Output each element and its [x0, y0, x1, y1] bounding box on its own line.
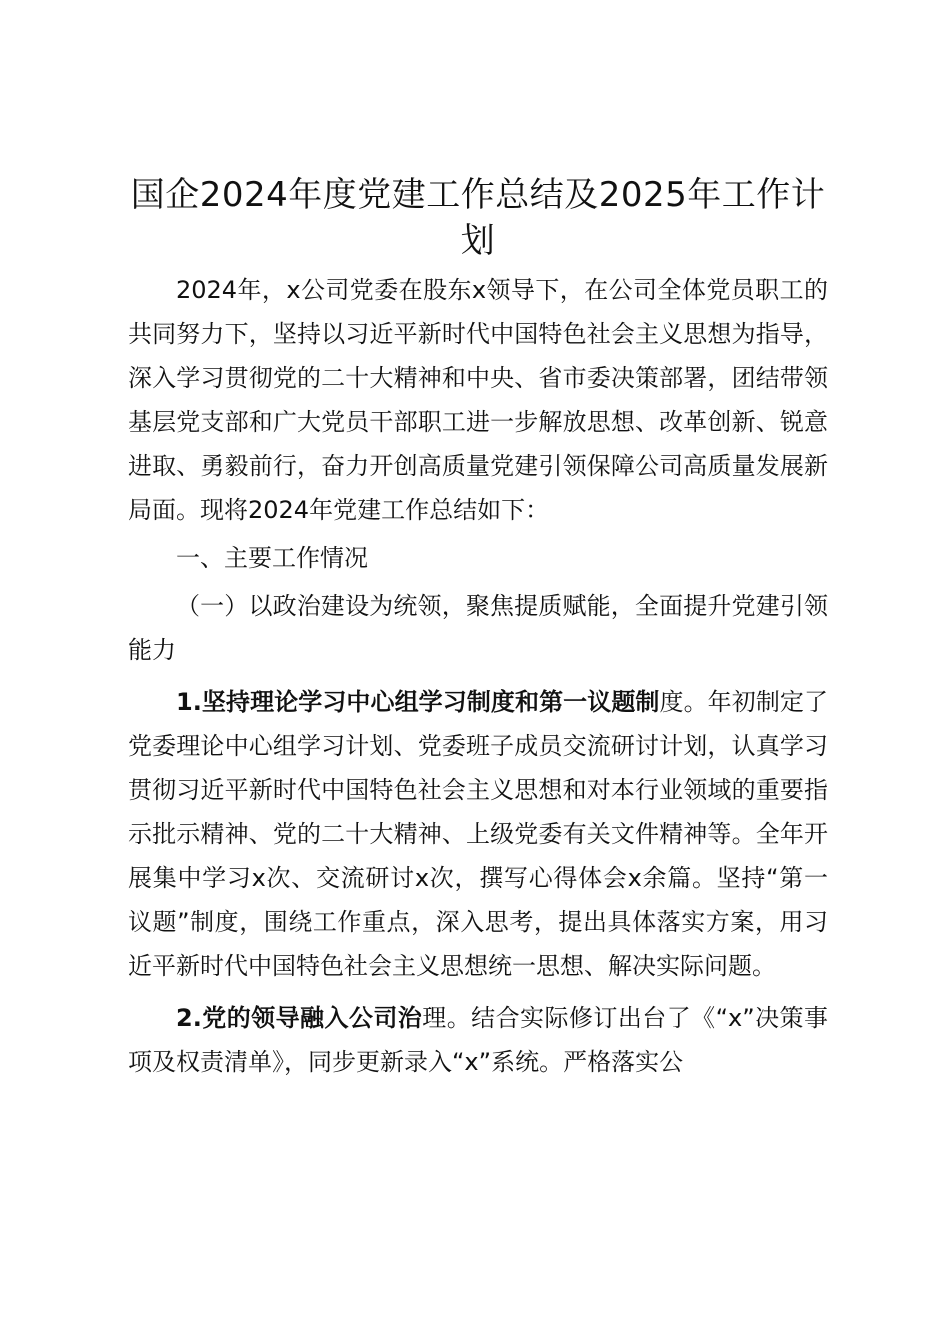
- intro-paragraph: 2024年，x公司党委在股东x领导下，在公司全体党员职工的共同努力下，坚持以习近平新时代中国特色社会主义思想为指导，深入学习贯彻党的二十大精神和中央、省市委决策部署，团结带领基层党支部和广大党员干部职工进一步解放思想、改革创新、锐意进取、勇毅前行，奋力开创高质量党建引领保障公司高质量发展新局面。现将2024年党建工作总结如下：: [128, 276, 828, 524]
- item-1-paragraph: [128, 680, 828, 988]
- item-1-lead: 1.坚持理论学习中心组学习制度和第一议题制: [176, 688, 660, 716]
- document-title: 国企2024年度党建工作总结及2025年工作计划: [130, 175, 826, 261]
- item-2-body: 理。结合实际修订出台了《“x”决策事项及权责清单》，同步更新录入“x”系统。严格落实公: [128, 1004, 828, 1076]
- document-body: [128, 172, 828, 1084]
- item-2-paragraph: [128, 996, 828, 1084]
- subsection-heading-political-construction: （一）以政治建设为统领，聚焦提质赋能，全面提升党建引领能力: [128, 592, 828, 664]
- section-heading-main-work: 一、主要工作情况: [176, 544, 368, 572]
- item-1-body: 度。年初制定了党委理论中心组学习计划、党委班子成员交流研讨计划，认真学习贯彻习近平新时代中国特色社会主义思想和对本行业领域的重要指示批示精神、党的二十大精神、上级党委有关文件精神等。全年开展集中学习x次、交流研讨x次，撰写心得体会x余篇。坚持“第一议题”制度，围绕工作重点，深入思考，提出具体落实方案，用习近平新时代中国特色社会主义思想统一思想、解决实际问题。: [128, 688, 829, 980]
- item-2-lead: 2.党的领导融入公司治: [176, 1004, 423, 1032]
